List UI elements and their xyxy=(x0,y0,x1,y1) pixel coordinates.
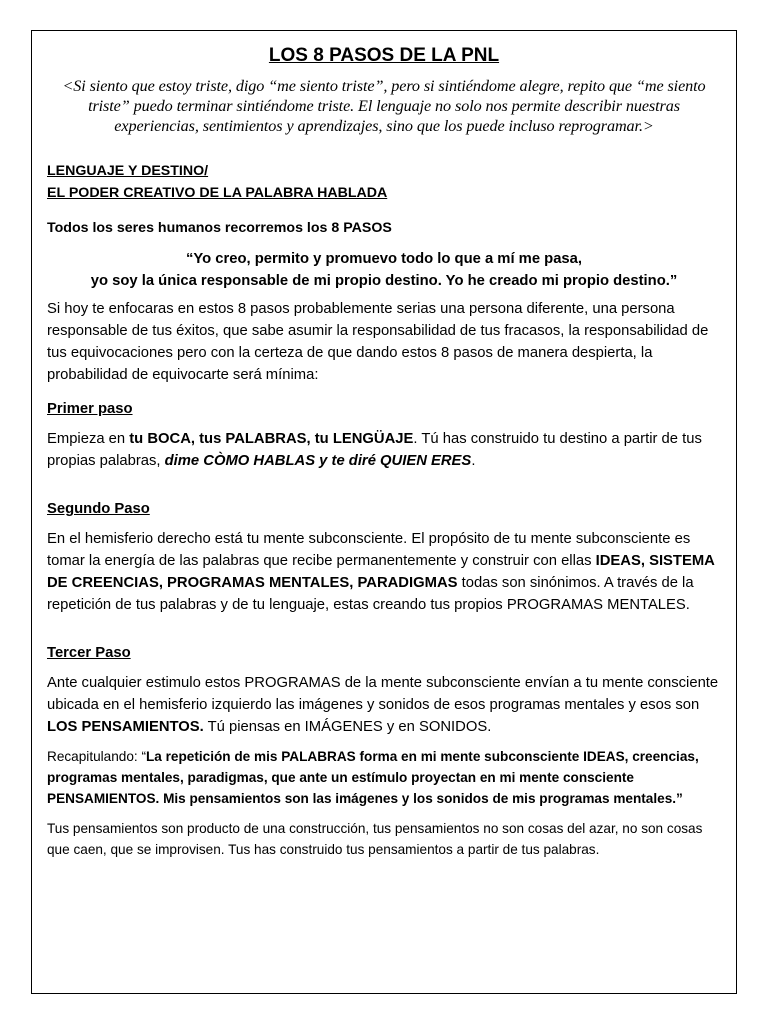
recap-paragraph xyxy=(47,746,721,809)
step2-text-b: IDEAS, SISTEMA DE CREENCIAS, PROGRAMAS MENTALES, PARADIGMAS xyxy=(47,553,715,591)
epigraph: <Si siento que estoy triste, digo “me siento triste”, pero si sintiéndome alegre, repito que “me siento triste” puedo terminar sintiéndome triste. El lenguaje no solo nos permite describir nuestras experiencias, sentimientos y aprendizajes, sino que los puede incluso reprogramar.> xyxy=(62,77,706,135)
step1-text-b: tu BOCA, tus PALABRAS, tu LENGÜAJE xyxy=(129,431,414,447)
step2-paragraph xyxy=(47,528,721,616)
step3-text-c: Tú piensas en IMÁGENES y en SONIDOS. xyxy=(203,719,492,735)
document-body xyxy=(47,44,721,860)
subheading: Todos los seres humanos recorremos los 8 PASOS xyxy=(47,220,392,236)
step1-text-d: dime CÒMO HABLAS y te diré QUIEN ERES xyxy=(164,453,472,469)
recap-label: Recapitulando: “ xyxy=(47,749,146,764)
section-heading-line2: EL PODER CREATIVO DE LA PALABRA HABLADA xyxy=(47,185,388,201)
closing-paragraph: Tus pensamientos son producto de una construcción, tus pensamientos no son cosas del azar, no son cosas que caen, que se improvisen. Tus has construido tus pensamientos a partir de tus palabras. xyxy=(47,821,703,857)
step2-text-c: todas son sinónimos. A través de la repetición de tus palabras y de tu lenguaje, estas creando tus propios PROGRAMAS MENTALES. xyxy=(47,575,694,613)
step1-paragraph xyxy=(47,428,721,472)
step3-text-b: LOS PENSAMIENTOS. xyxy=(47,719,204,735)
recap-bold: La repetición de mis PALABRAS forma en mi mente subconsciente IDEAS, creencias, programas mentales, paradigmas, que ante un estímulo proyectan en mi mente consciente PENSAMIENTOS. Mis pensamientos son las imágenes y los sonidos de mis programas mentales.” xyxy=(47,749,699,806)
document-title: LOS 8 PASOS DE LA PNL xyxy=(268,45,500,66)
step3-heading: Tercer Paso xyxy=(47,645,131,661)
step2-heading: Segundo Paso xyxy=(47,501,150,517)
step1-text-e: . xyxy=(471,453,476,469)
step1-heading: Primer paso xyxy=(47,401,133,417)
step1-text-c: . Tú has construido tu destino a partir de tus propias palabras, xyxy=(47,431,702,469)
step2-text-a: En el hemisferio derecho está tu mente subconsciente. El propósito de tu mente subconsciente es tomar la energía de las palabras que recibe permanentemente y construir con ellas xyxy=(47,531,691,569)
quote-line1: “Yo creo, permito y promuevo todo lo que a mí me pasa, xyxy=(185,251,583,267)
step3-text-a: Ante cualquier estimulo estos PROGRAMAS de la mente subconsciente envían a tu mente consciente ubicada en el hemisferio izquierdo las imágenes y sonidos de esos programas mentales y esos son xyxy=(47,675,719,713)
section-heading-line1: LENGUAJE Y DESTINO/ xyxy=(47,163,209,179)
quote-line2: yo soy la única responsable de mi propio destino. Yo he creado mi propio destino.” xyxy=(90,273,678,289)
intro-paragraph: Si hoy te enfocaras en estos 8 pasos probablemente serias una persona diferente, una persona responsable de tus éxitos, que sabe asumir la responsabilidad de tus fracasos, la responsabilidad de tus equivocaciones pero con la certeza de que dando estos 8 pasos de manera despierta, la probabilidad de equivocarte será mínima: xyxy=(47,301,709,383)
step1-text-a: Empieza en xyxy=(47,431,130,447)
step3-paragraph xyxy=(47,672,721,738)
